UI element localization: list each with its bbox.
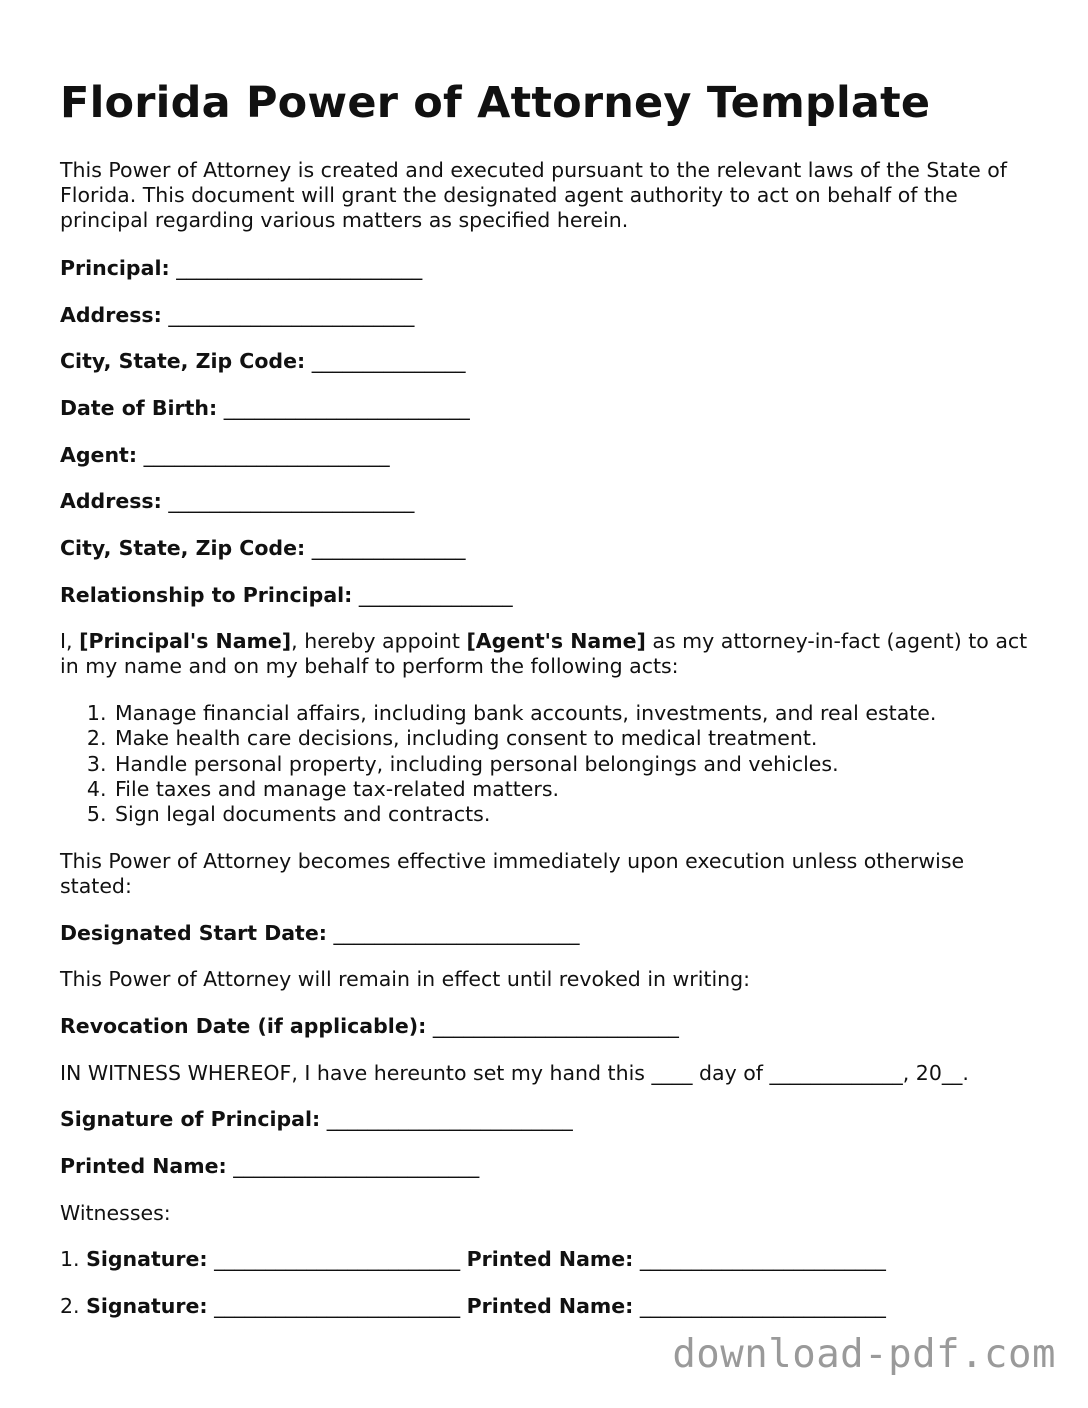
blank-line: ________________________ — [639, 1247, 886, 1271]
witness-clause: IN WITNESS WHEREOF, I have hereunto set my hand this ____ day of _____________, 20__. — [60, 1061, 969, 1085]
signature-field — [60, 1107, 573, 1132]
field-label: Principal: — [60, 256, 170, 280]
acts-list — [60, 701, 936, 827]
agent-name-placeholder: [Agent's Name] — [466, 629, 646, 653]
page-title: Florida Power of Attorney Template — [60, 78, 931, 128]
field-label: Signature of Principal: — [60, 1107, 321, 1131]
blank-line: ________________________ — [326, 1107, 573, 1131]
field-label: Relationship to Principal: — [60, 583, 353, 607]
blank-line: ________________________ — [176, 256, 423, 280]
blank-line: ________________________ — [168, 489, 415, 513]
appointment-paragraph — [60, 629, 1035, 679]
field-label: Signature: — [86, 1294, 208, 1318]
field-label: Designated Start Date: — [60, 921, 327, 945]
field-label: Agent: — [60, 443, 138, 467]
blank-line: _______________ — [311, 349, 466, 373]
relationship-field — [60, 583, 513, 608]
principal-city-field — [60, 349, 465, 374]
witness-number: 2. — [60, 1294, 80, 1318]
list-item: 3. Handle personal property, including personal belongings and vehicles. — [113, 752, 936, 777]
field-label: Printed Name: — [466, 1294, 634, 1318]
printed-name-field — [60, 1154, 479, 1179]
start-date-field — [60, 921, 580, 946]
appointment-middle: , hereby appoint — [291, 629, 467, 653]
field-label: Revocation Date (if applicable): — [60, 1014, 427, 1038]
witness-number: 1. — [60, 1247, 80, 1271]
blank-line: _______________ — [358, 583, 513, 607]
field-label: City, State, Zip Code: — [60, 349, 306, 373]
watermark: download-pdf.com — [672, 1332, 1056, 1377]
effective-paragraph: This Power of Attorney becomes effective immediately upon execution unless otherwise stated: — [60, 849, 965, 898]
intro-paragraph: This Power of Attorney is created and executed pursuant to the relevant laws of the State of Florida. This document will grant the designated agent authority to act on behalf of the principal regarding various matters as specified herein. — [60, 158, 1007, 232]
blank-line: ________________________ — [333, 921, 580, 945]
revoke-paragraph: This Power of Attorney will remain in effect until revoked in writing: — [60, 967, 751, 991]
principal-name-placeholder: [Principal's Name] — [79, 629, 292, 653]
field-label: Address: — [60, 489, 162, 513]
list-item: 2. Make health care decisions, including consent to medical treatment. — [113, 726, 936, 751]
blank-line: ________________________ — [432, 1014, 679, 1038]
blank-line: ________________________ — [223, 396, 470, 420]
blank-line: ________________________ — [639, 1294, 886, 1318]
field-label: Address: — [60, 303, 162, 327]
witness-row — [60, 1294, 886, 1319]
blank-line: ________________________ — [214, 1294, 461, 1318]
revocation-date-field — [60, 1014, 679, 1039]
appointment-prefix: I, — [60, 629, 80, 653]
witnesses-heading: Witnesses: — [60, 1201, 171, 1225]
field-label: Date of Birth: — [60, 396, 218, 420]
witness-row — [60, 1247, 886, 1272]
blank-line: ________________________ — [214, 1247, 461, 1271]
principal-address-field — [60, 303, 414, 328]
principal-field — [60, 256, 422, 281]
list-item: 1. Manage financial affairs, including bank accounts, investments, and real estate. — [113, 701, 936, 726]
agent-field — [60, 443, 390, 468]
appointment-suffix: as my attorney-in-fact (agent) to act in my name and on my behalf to perform the following acts: — [60, 629, 1028, 678]
dob-field — [60, 396, 470, 421]
field-label: Signature: — [86, 1247, 208, 1271]
blank-line: ________________________ — [168, 303, 415, 327]
list-item: 4. File taxes and manage tax-related matters. — [113, 777, 936, 802]
blank-line: ________________________ — [233, 1154, 480, 1178]
field-label: Printed Name: — [466, 1247, 634, 1271]
blank-line: ________________________ — [143, 443, 390, 467]
agent-address-field — [60, 489, 414, 514]
list-item: 5. Sign legal documents and contracts. — [113, 802, 936, 827]
field-label: City, State, Zip Code: — [60, 536, 306, 560]
agent-city-field — [60, 536, 465, 561]
blank-line: _______________ — [311, 536, 466, 560]
field-label: Printed Name: — [60, 1154, 227, 1178]
